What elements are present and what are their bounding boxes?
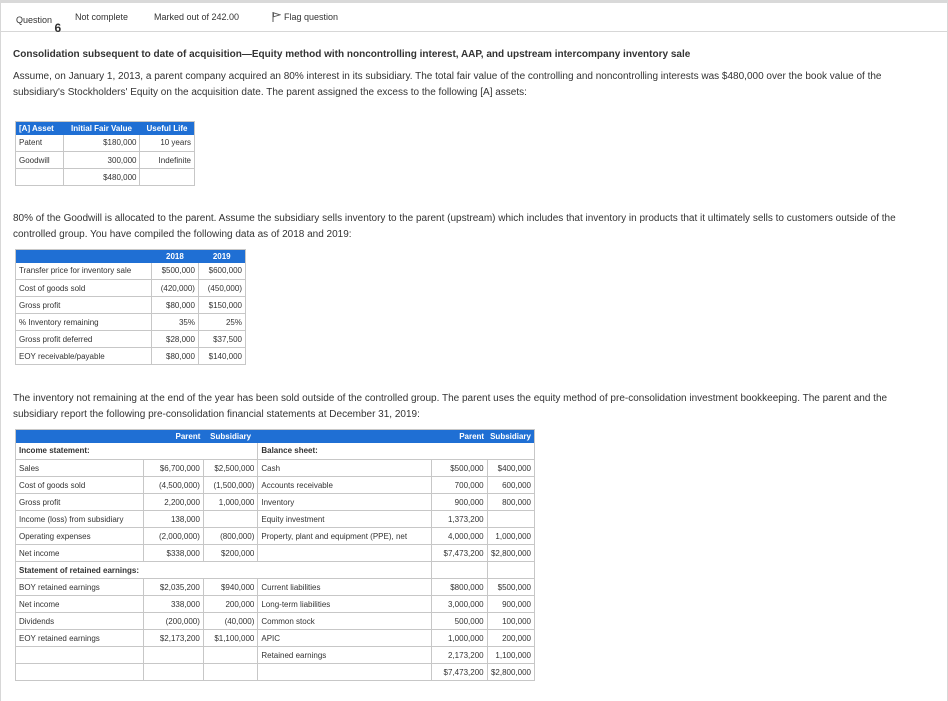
is-subsidiary xyxy=(203,511,257,528)
is-parent: (2,000,000) xyxy=(143,528,203,545)
aap-life: 10 years xyxy=(140,135,195,152)
bs-label: Common stock xyxy=(258,613,431,630)
bs-subsidiary: 600,000 xyxy=(487,477,534,494)
aap-row xyxy=(16,152,195,169)
inventory-row xyxy=(16,280,246,297)
inventory-row xyxy=(16,314,246,331)
problem-paragraph-1: Assume, on January 1, 2013, a parent company acquired an 80% interest in its subsidiary. The total fair value of the controlling and noncontrolling interests was $480,000 over the book value of the subsidiary's Stockholders' Equity on the acquisition date. The parent assigned the excess to the following [A] assets: xyxy=(13,71,882,98)
inventory-label: % Inventory remaining xyxy=(16,314,152,331)
bs-label xyxy=(258,664,431,681)
fs-section-row xyxy=(16,562,535,579)
re-subsidiary: (40,000) xyxy=(203,613,257,630)
aap-value: 300,000 xyxy=(63,152,140,169)
aap-life: Indefinite xyxy=(140,152,195,169)
is-label: Income (loss) from subsidiary xyxy=(16,511,144,528)
inventory-row xyxy=(16,348,246,365)
bs-parent: 1,373,200 xyxy=(431,511,487,528)
inventory-label: Transfer price for inventory sale xyxy=(16,263,152,280)
bs-parent: 2,173,200 xyxy=(431,647,487,664)
bs-parent: 4,000,000 xyxy=(431,528,487,545)
bs-parent: 700,000 xyxy=(431,477,487,494)
aap-asset: Goodwill xyxy=(16,152,64,169)
bs-subsidiary: $500,000 xyxy=(487,579,534,596)
inventory-row xyxy=(16,263,246,280)
is-label: Gross profit xyxy=(16,494,144,511)
aap-asset: Patent xyxy=(16,135,64,152)
re-label: EOY retained earnings xyxy=(16,630,144,647)
inventory-2018: $80,000 xyxy=(151,348,198,365)
aap-header-value: Initial Fair Value xyxy=(63,122,140,135)
bs-subsidiary: 1,100,000 xyxy=(487,647,534,664)
bs-label: Equity investment xyxy=(258,511,431,528)
bs-parent: $7,473,200 xyxy=(431,664,487,681)
bs-parent: 1,000,000 xyxy=(431,630,487,647)
aap-total: $480,000 xyxy=(63,169,140,186)
inventory-2019: (450,000) xyxy=(198,280,245,297)
bs-subsidiary: $2,800,000 xyxy=(487,545,534,562)
bs-parent: 900,000 xyxy=(431,494,487,511)
inventory-label: Cost of goods sold xyxy=(16,280,152,297)
bs-subsidiary: $2,800,000 xyxy=(490,667,531,677)
bs-label: APIC xyxy=(258,630,431,647)
financial-statements-table xyxy=(15,429,535,681)
fs-header-subsidiary-bs: Subsidiary xyxy=(487,430,534,443)
problem-paragraph-2: 80% of the Goodwill is allocated to the parent. Assume the subsidiary sells inventory to the parent (upstream) which includes that inventory in products that it ultimately sells to customers outside of the controlled group. You have compiled the following data as of 2018 and 2019: xyxy=(13,213,896,240)
question-label: Question xyxy=(16,15,53,25)
income-statement-label: Income statement: xyxy=(16,443,144,460)
fs-row xyxy=(16,460,535,477)
bs-subsidiary: 1,000,000 xyxy=(487,528,534,545)
inventory-2018: $500,000 xyxy=(151,263,198,280)
fs-row xyxy=(16,494,535,511)
bs-subsidiary xyxy=(487,511,534,528)
fs-row xyxy=(16,511,535,528)
re-parent: $2,173,200 xyxy=(143,630,203,647)
re-subsidiary: 200,000 xyxy=(203,596,257,613)
bs-parent: 3,000,000 xyxy=(431,596,487,613)
is-subsidiary: $2,500,000 xyxy=(203,460,257,477)
aap-row xyxy=(16,135,195,152)
question-content xyxy=(0,32,948,701)
problem-paragraph-3: The inventory not remaining at the end of the year has been sold outside of the controlled group. The parent uses the equity method of pre-consolidation investment bookkeeping. The parent and the subsidiary report the following pre-consolidation financial statements at December 31, 2019: xyxy=(13,393,888,420)
inventory-2019: $140,000 xyxy=(208,351,242,361)
is-label: Operating expenses xyxy=(16,528,144,545)
bs-label: Current liabilities xyxy=(258,579,431,596)
is-subsidiary: $200,000 xyxy=(203,545,257,562)
is-parent: $6,700,000 xyxy=(143,460,203,477)
fs-header-parent-bs: Parent xyxy=(431,430,487,443)
re-subsidiary: $1,100,000 xyxy=(203,630,257,647)
is-label: Sales xyxy=(16,460,144,477)
bs-subsidiary: 200,000 xyxy=(487,630,534,647)
aap-table xyxy=(15,121,195,186)
is-parent: (4,500,000) xyxy=(143,477,203,494)
is-subsidiary: 1,000,000 xyxy=(203,494,257,511)
is-parent: $338,000 xyxy=(143,545,203,562)
inventory-header-2018: 2018 xyxy=(151,250,198,263)
inventory-2018: 35% xyxy=(151,314,198,331)
flag-question-button[interactable] xyxy=(272,12,338,22)
re-label: BOY retained earnings xyxy=(16,579,144,596)
re-parent: $2,035,200 xyxy=(143,579,203,596)
bs-label: Inventory xyxy=(258,494,431,511)
re-parent: (200,000) xyxy=(143,613,203,630)
flag-icon xyxy=(272,12,281,22)
re-subsidiary: $940,000 xyxy=(203,579,257,596)
inventory-table xyxy=(15,249,246,365)
is-subsidiary: (1,500,000) xyxy=(203,477,257,494)
fs-row xyxy=(16,664,535,681)
is-subsidiary: (800,000) xyxy=(203,528,257,545)
bs-subsidiary: 900,000 xyxy=(487,596,534,613)
fs-row xyxy=(16,528,535,545)
question-info-bar xyxy=(0,3,948,35)
fs-header-row xyxy=(16,430,535,443)
inventory-2018: $28,000 xyxy=(151,331,198,348)
bs-label: Cash xyxy=(258,460,431,477)
question-marks: Marked out of 242.00 xyxy=(154,12,240,22)
bs-label: Long-term liabilities xyxy=(258,596,431,613)
inventory-row xyxy=(16,297,246,314)
inventory-header-row xyxy=(16,250,246,263)
fs-row xyxy=(16,596,535,613)
retained-earnings-label: Statement of retained earnings: xyxy=(16,562,258,579)
re-label: Net income xyxy=(16,596,144,613)
aap-header-row xyxy=(16,122,195,135)
is-label: Cost of goods sold xyxy=(16,477,144,494)
question-label-group xyxy=(16,12,62,35)
question-number: 6 xyxy=(54,21,62,35)
is-label: Net income xyxy=(16,545,144,562)
inventory-row xyxy=(16,331,246,348)
bs-label xyxy=(258,545,431,562)
fs-header-subsidiary: Subsidiary xyxy=(203,430,257,443)
balance-sheet-label: Balance sheet: xyxy=(258,443,431,460)
bs-parent: $800,000 xyxy=(431,579,487,596)
aap-value: $180,000 xyxy=(63,135,140,152)
fs-row xyxy=(16,545,535,562)
fs-row xyxy=(16,630,535,647)
inventory-2019: $37,500 xyxy=(198,331,245,348)
bs-parent: $500,000 xyxy=(431,460,487,477)
fs-row xyxy=(16,647,535,664)
bs-subsidiary: $400,000 xyxy=(487,460,534,477)
aap-header-asset: [A] Asset xyxy=(16,122,64,135)
fs-row xyxy=(16,477,535,494)
flag-question-label: Flag question xyxy=(284,12,339,22)
fs-row xyxy=(16,613,535,630)
inventory-2019: $150,000 xyxy=(198,297,245,314)
bs-label: Accounts receivable xyxy=(258,477,431,494)
re-parent: 338,000 xyxy=(143,596,203,613)
aap-total-row xyxy=(16,169,195,186)
question-status: Not complete xyxy=(75,12,129,22)
inventory-2019: 25% xyxy=(198,314,245,331)
fs-row xyxy=(16,579,535,596)
inventory-header-2019: 2019 xyxy=(198,250,245,263)
inventory-header-label xyxy=(16,250,152,263)
bs-label: Retained earnings xyxy=(258,647,431,664)
inventory-label: EOY receivable/payable xyxy=(16,348,152,365)
fs-section-row xyxy=(16,443,535,460)
bs-parent: $7,473,200 xyxy=(431,545,487,562)
aap-header-life: Useful Life xyxy=(140,122,195,135)
inventory-2019: $600,000 xyxy=(198,263,245,280)
fs-header-parent: Parent xyxy=(143,430,203,443)
inventory-label: Gross profit deferred xyxy=(16,331,152,348)
bs-label: Property, plant and equipment (PPE), net xyxy=(258,528,431,545)
bs-parent: 500,000 xyxy=(431,613,487,630)
re-label: Dividends xyxy=(16,613,144,630)
inventory-label: Gross profit xyxy=(16,297,152,314)
bs-subsidiary: 100,000 xyxy=(487,613,534,630)
problem-title: Consolidation subsequent to date of acquisition—Equity method with noncontrolling interest, AAP, and upstream intercompany inventory sale xyxy=(13,49,691,60)
bs-subsidiary: 800,000 xyxy=(487,494,534,511)
inventory-2018: (420,000) xyxy=(151,280,198,297)
is-parent: 2,200,000 xyxy=(143,494,203,511)
is-parent: 138,000 xyxy=(143,511,203,528)
inventory-2018: $80,000 xyxy=(151,297,198,314)
